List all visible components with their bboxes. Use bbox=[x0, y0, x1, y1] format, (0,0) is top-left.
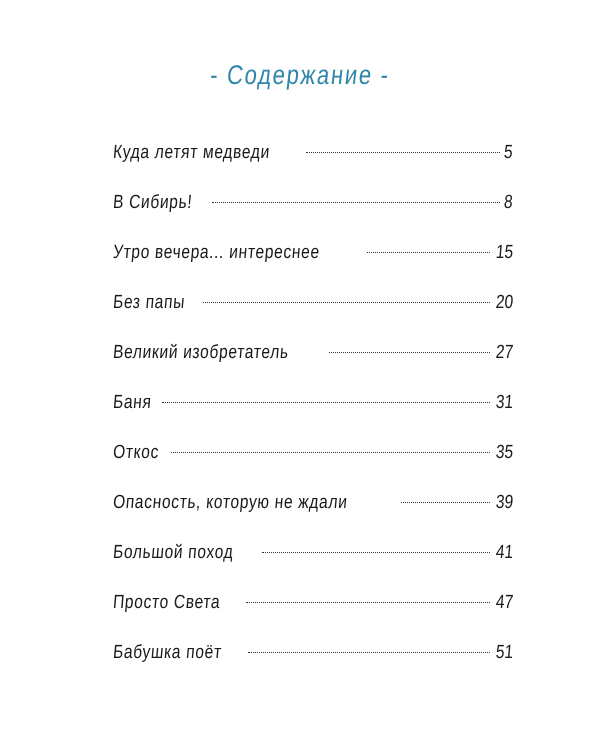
toc-entry bbox=[113, 528, 513, 578]
toc-entry-title: Большой поход bbox=[112, 542, 235, 563]
toc-entry bbox=[113, 178, 513, 228]
toc-entry-title: Просто Света bbox=[112, 592, 222, 613]
dot-leader bbox=[212, 202, 501, 203]
toc-entry-page-number: 27 bbox=[494, 342, 514, 363]
table-of-contents bbox=[113, 128, 513, 678]
toc-entry-page-number: 8 bbox=[503, 192, 514, 213]
dot-leader bbox=[367, 252, 490, 253]
dot-leader bbox=[306, 152, 500, 153]
dot-leader bbox=[246, 602, 490, 603]
toc-entry bbox=[113, 428, 513, 478]
toc-entry-page-number: 39 bbox=[494, 492, 514, 513]
toc-entry-title: Опасность, которую не ждали bbox=[112, 492, 349, 513]
toc-entry bbox=[113, 378, 513, 428]
toc-entry bbox=[113, 628, 513, 678]
toc-entry-page-number: 41 bbox=[494, 542, 514, 563]
toc-entry-title: В Сибирь! bbox=[112, 192, 194, 213]
toc-entry bbox=[113, 478, 513, 528]
dot-leader bbox=[171, 452, 490, 453]
toc-entry bbox=[113, 228, 513, 278]
toc-entry-title: Куда летят медведи bbox=[112, 142, 271, 163]
toc-entry-title: Откос bbox=[112, 442, 160, 463]
toc-entry-page-number: 35 bbox=[494, 442, 514, 463]
toc-entry bbox=[113, 578, 513, 628]
toc-entry bbox=[113, 128, 513, 178]
dot-leader bbox=[329, 352, 490, 353]
toc-entry-page-number: 31 bbox=[494, 392, 514, 413]
toc-entry-page-number: 20 bbox=[494, 292, 514, 313]
toc-entry-title: Утро вечера... интереснее bbox=[112, 242, 321, 263]
dot-leader bbox=[401, 502, 490, 503]
toc-entry-title: Великий изобретатель bbox=[112, 342, 290, 363]
toc-entry bbox=[113, 328, 513, 378]
toc-entry-page-number: 15 bbox=[494, 242, 514, 263]
toc-entry-page-number: 51 bbox=[494, 642, 514, 663]
dot-leader bbox=[203, 302, 490, 303]
toc-entry-page-number: 47 bbox=[494, 592, 514, 613]
dot-leader bbox=[248, 652, 490, 653]
dot-leader bbox=[262, 552, 490, 553]
toc-entry bbox=[113, 278, 513, 328]
toc-entry-title: Бабушка поёт bbox=[112, 642, 223, 663]
dot-leader bbox=[162, 402, 490, 403]
toc-entry-page-number: 5 bbox=[503, 142, 514, 163]
toc-entry-title: Баня bbox=[112, 392, 153, 413]
toc-entry-title: Без папы bbox=[112, 292, 186, 313]
contents-heading: - Содержание - bbox=[208, 60, 392, 90]
